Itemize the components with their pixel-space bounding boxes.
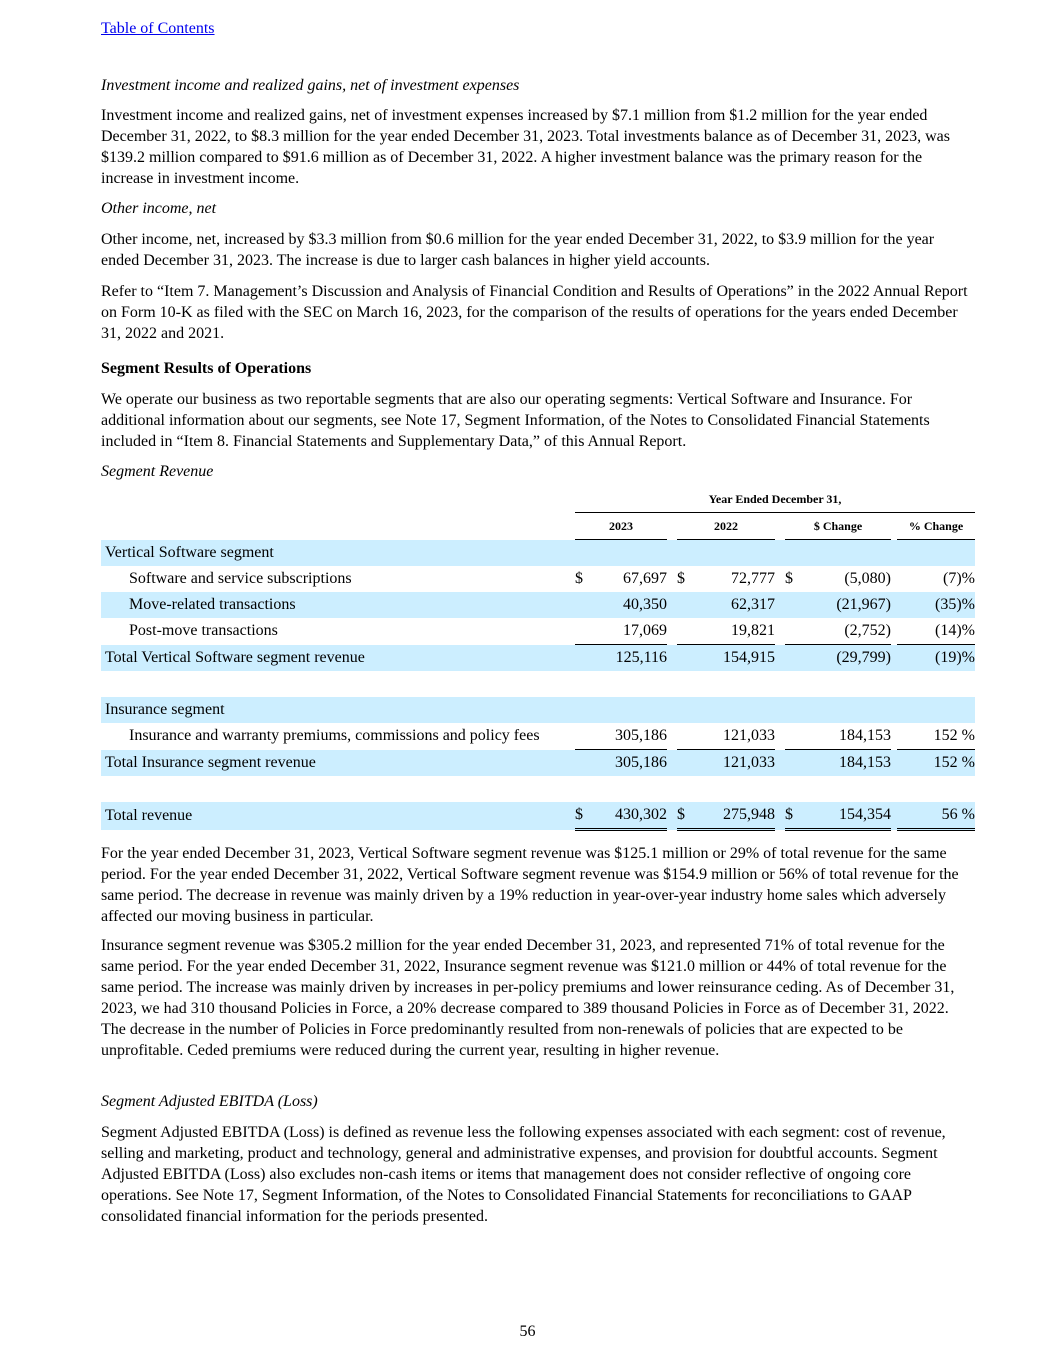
spacer-row [101,776,975,802]
cell-percent-change: (7)% [943,570,975,587]
cell-2023: 17,069 [595,618,667,645]
cell-2022: 72,777 [731,570,775,587]
table-column-header-row [101,513,975,540]
ins-segment-label: Insurance segment [101,697,575,723]
cell-percent-change: (35)% [897,592,975,618]
cell-dollar-change: 184,153 [805,723,891,750]
table-row [101,566,975,592]
cell-dollar-change: 154,354 [805,802,891,830]
page-number: 56 [519,1323,536,1340]
insurance-paragraph: Insurance segment revenue was $305.2 million for the year ended December 31, 2023, and represented 71% of total revenue for the same period. For the year ended December 31, 2022, Insurance segment revenue was $121.0 million or 44% of total revenue for the same period. The increase was mainly driven by increases in per-policy premiums and lower reinsurance ceding. As of December 31, 2023, we had 310 thousand Policies in Force, a 20% decrease compared to 389 thousand Policies in Force as of December 31, 2022. The decrease in the number of Policies in Force predominantly resulted from non-renewals of policies that are expected to be unprofitable. Ceded premiums were reduced during the current year, resulting in higher revenue. [101,937,955,1059]
cell-2023: 40,350 [595,592,667,618]
cell-2023: 305,186 [595,723,667,750]
table-row [101,645,975,672]
vs-segment-label: Vertical Software segment [101,540,575,567]
refer-paragraph: Refer to “Item 7. Management’s Discussion and Analysis of Financial Condition and Results of Operations” in the 2022 Annual Report on Form 10-K as filed with the SEC on March 16, 2023, for the comparison of the results of operations for the years ended December 31, 2022 and 2021. [101,283,968,342]
spacer-row [101,671,975,697]
ebitda-heading: Segment Adjusted EBITDA (Loss) [101,1093,318,1110]
table-of-contents-link[interactable]: Table of Contents [101,20,215,37]
table-row [101,697,975,723]
cell-dollar-change: (29,799) [805,645,891,672]
other-income-paragraph: Other income, net, increased by $3.3 million from $0.6 million for the year ended December 31, 2022, to $3.9 million for the year ended December 31, 2023. The increase is due to larger cash balances in higher yield accounts. [101,231,935,269]
segment-results-paragraph: We operate our business as two reportable segments that are also our operating segments: Vertical Software and Insurance. For additional information about our segments, see Note 17, Segment Information, of the Notes to Consolidated Financial Statements included in “Item 8. Financial Statements and Supplementary Data,” of this Annual Report. [101,391,930,450]
dollar-sign: $ [677,570,685,587]
dollar-sign: $ [575,570,583,587]
col-header-percent-change: % Change [897,513,975,540]
cell-2022: 121,033 [697,750,775,777]
cell-2022: 275,948 [697,802,775,830]
cell-percent-change: 152 % [897,750,975,777]
row-label: Software and service subscriptions [129,570,352,587]
cell-2023: 305,186 [595,750,667,777]
row-label: Total Insurance segment revenue [101,750,575,777]
ebitda-paragraph: Segment Adjusted EBITDA (Loss) is defined as revenue less the following expenses associated with each segment: cost of revenue, selling and marketing, product and technology, general and administrative expenses, and provision for doubtful accounts. Segment Adjusted EBITDA (Loss) also excludes non-cash items or items that management does not consider reflective of ongoing core operations. See Note 17, Segment Information, of the Notes to Consolidated Financial Statements for reconciliations to GAAP consolidated financial information for the periods presented. [101,1124,946,1225]
row-label: Insurance and warranty premiums, commissions and policy fees [129,727,540,745]
cell-2022: 121,033 [697,723,775,750]
cell-dollar-change: (5,080) [844,570,891,587]
table-period-header-row [101,486,975,513]
dollar-sign: $ [575,802,595,830]
cell-percent-change: (14)% [897,618,975,645]
cell-percent-change: 152 % [897,723,975,750]
row-label: Post-move transactions [129,622,278,640]
investment-paragraph: Investment income and realized gains, net of investment expenses increased by $7.1 million from $1.2 million for the year ended December 31, 2022, to $8.3 million for the year ended December 31, 2023. Total investments balance as of December 31, 2023, was $139.2 million compared to $91.6 million as of December 31, 2022. A higher investment balance was the primary reason for the increase in investment income. [101,107,950,187]
table-row [101,618,975,645]
col-header-dollar-change: $ Change [785,513,891,540]
other-income-heading: Other income, net [101,200,217,217]
cell-2023: 67,697 [623,570,667,587]
table-row [101,592,975,618]
dollar-sign: $ [785,570,793,587]
cell-2022: 62,317 [697,592,775,618]
dollar-sign: $ [785,802,805,830]
cell-dollar-change: 184,153 [805,750,891,777]
segment-results-heading: Segment Results of Operations [101,360,312,377]
table-row [101,750,975,777]
investment-heading: Investment income and realized gains, net of investment expenses [101,77,520,94]
segment-revenue-table [101,486,975,831]
row-label: Total Vertical Software segment revenue [101,645,575,672]
cell-2023: 125,116 [595,645,667,672]
cell-2023: 430,302 [595,802,667,830]
row-label: Move-related transactions [101,592,575,618]
vertical-software-paragraph: For the year ended December 31, 2023, Vertical Software segment revenue was $125.1 million or 29% of total revenue for the same period. For the year ended December 31, 2022, Vertical Software segment revenue was $154.9 million or 56% of total revenue for the same period. The decrease in revenue was mainly driven by a 19% reduction in year-over-year industry home sales which adversely affected our moving business in particular. [101,845,959,925]
col-header-2022: 2022 [677,513,775,540]
cell-dollar-change: (21,967) [805,592,891,618]
table-row [101,802,975,830]
dollar-sign: $ [677,802,697,830]
cell-percent-change: 56 % [897,802,975,830]
table-row [101,723,975,750]
cell-percent-change: (19)% [897,645,975,672]
col-header-2023: 2023 [575,513,667,540]
cell-2022: 19,821 [697,618,775,645]
cell-dollar-change: (2,752) [805,618,891,645]
segment-revenue-heading: Segment Revenue [101,463,214,480]
cell-2022: 154,915 [697,645,775,672]
table-row [101,540,975,567]
row-label: Total revenue [101,802,575,830]
period-header: Year Ended December 31, [575,486,975,513]
